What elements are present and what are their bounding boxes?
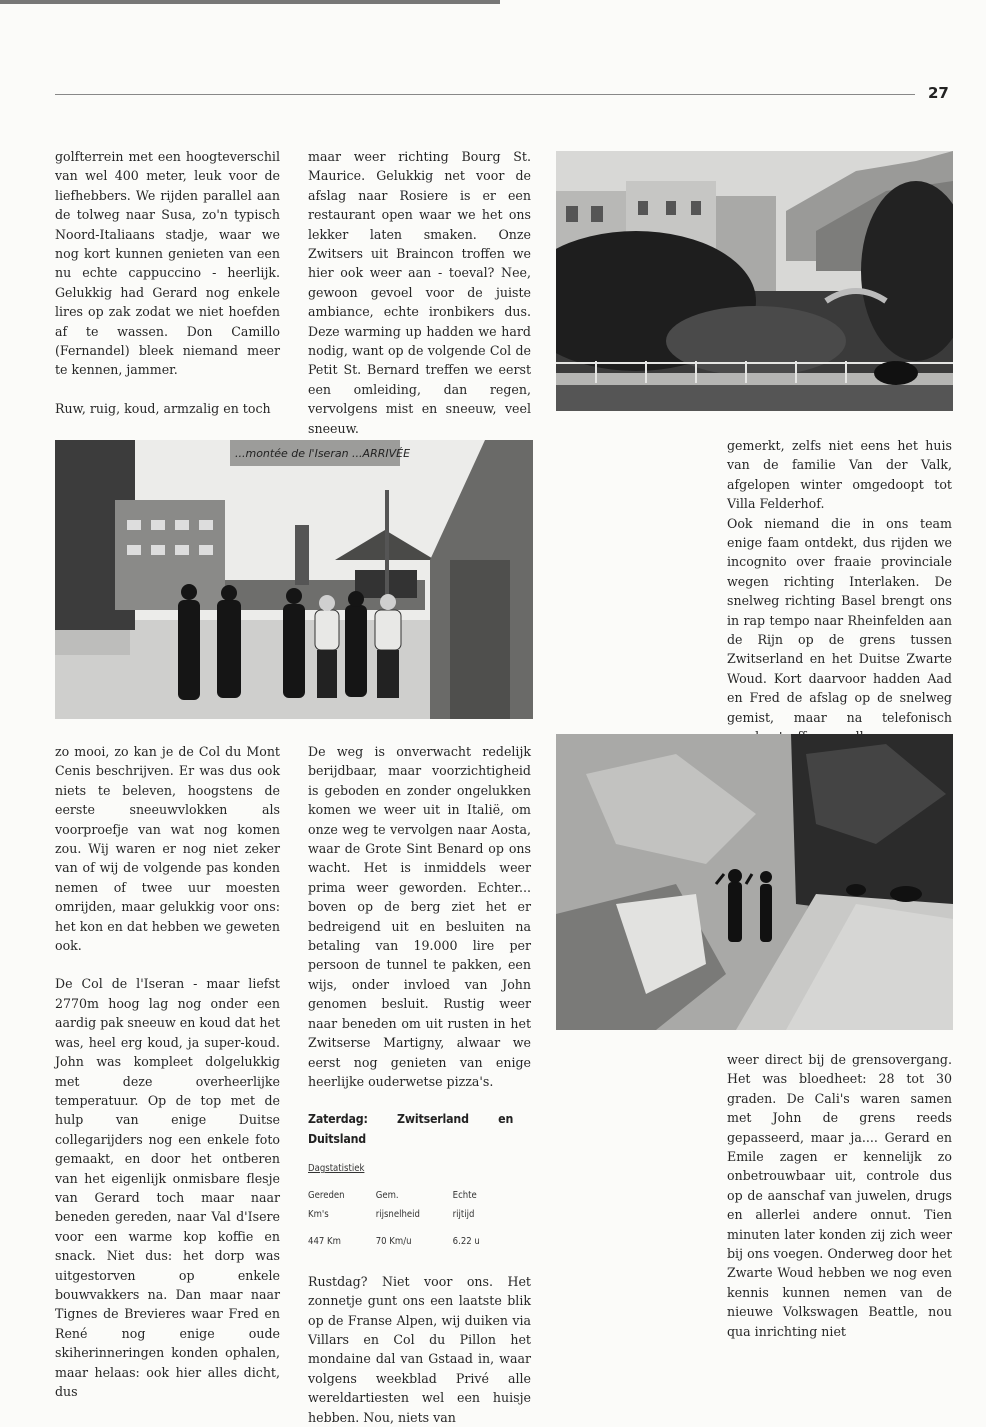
section-heading: Zaterdag: Zwitserland en Duitsland: [308, 1112, 514, 1146]
paragraph: De Col de l'Iseran - maar liefst 2770m hoog lag nog onder een aardig pak sneeuw en koud dat het was, heel erg koud, ja super-koud. John was kompleet dolgelukkig met deze overheerlijke temperatuur. Op de top met de hulp van enige Duitse collegarijders nog een enkele foto gemaakt, en door het ontberen van het eigenlijk onmisbare flesje van Gerard toch maar naar beneden gereden, naar Val d'Isere voor een warme kop koffie en snack. Niet dus: het dorp was uitgestorven op enkele bouwvakkers na. Dan maar naar Tignes de Brevieres waar Fred en René nog enige oude skiherinneringen konden ophalen, maar helaas: ook hier alles dicht, dus: [55, 976, 280, 1399]
column-top-left: [55, 147, 280, 418]
day-stats-table: [308, 1184, 509, 1258]
photo-village-bridge-image: [556, 151, 953, 411]
stats-header: Echte rijtijd: [452, 1189, 477, 1220]
day-stats-header-row: [308, 1184, 509, 1231]
column-right-upper: [727, 436, 952, 747]
column-top-middle: [308, 147, 531, 438]
photo-mountain-road: [556, 734, 953, 1030]
paragraph: gemerkt, zelfs niet eens het huis van de familie Van der Valk, afgelopen winter omgedoopt tot Villa Felderhof.: [727, 438, 952, 512]
photo-group-iseran: [55, 440, 533, 719]
scan-edge: [0, 0, 500, 4]
paragraph: weer direct bij de grensovergang. Het was bloedheet: 28 tot 30 graden. De Cali's waren samen met John de grens reeds gepasseerd, maar ja.... Gerard en Emile zagen er kennelijk zo onbetrouwbaar uit, controle dus op de aanschaf van juwelen, drugs en allerlei andere onnut. Tien minuten later konden zij zich weer bij ons voegen. Onderweg door het Zwarte Woud hebben we nog even kennis kunnen nemen van de nieuwe Volkswagen Beattle, nou qua inrichting niet: [727, 1052, 952, 1339]
paragraph: golfterrein met een hoogteverschil van wel 400 meter, leuk voor de liefhebbers. We rijden parallel aan de tolweg naar Susa, zo'n typisch Noord-Italiaans stadje, waar we nog kort kunnen genieten van een nu echte cappuccino - heerlijk. Gelukkig had Gerard nog enkele lires op zak zodat we niet hoefden af te wassen. Don Camillo (Fernandel) bleek niemand meer te kennen, jammer.: [55, 149, 280, 378]
photo-village-bridge: [556, 151, 953, 411]
paragraph: De weg is onverwacht redelijk berijdbaar, maar voorzichtigheid is geboden en zonder ongelukken komen we weer uit in Italië, om onze weg te vervolgen naar Aosta, waar de Grote Sint Benard op ons wacht. Het is inmiddels weer prima weer geworden. Echter... boven op de berg ziet het er bedreigend uit en besluiten na betaling van 19.000 lire per persoon de tunnel te pakken, een wijs, onder invloed van John genomen besluit. Rustig weer naar beneden om uit rusten in het Zwitserse Martigny, alwaar we eerst nog genieten van enige heerlijke ouderwetse pizza's.: [308, 744, 531, 1089]
stats-header: Gereden Km's: [308, 1189, 345, 1220]
stats-header: Gem. rijsnelheid: [375, 1189, 420, 1220]
column-bottom-left: [55, 742, 280, 1401]
day-stats-title: Dagstatistiek: [308, 1163, 365, 1175]
paragraph: maar weer richting Bourg St. Maurice. Gelukkig net voor de afslag naar Rosiere is er een restaurant open waar we het ons lekker laten smaken. Onze Zwitsers uit Braincon troffen we hier ook weer aan - toeval? Nee, gewoon gevoel voor de juiste ambiance, echte ironbikers dus. Deze warming up hadden we hard nodig, want op de volgende Col de Petit St. Bernard treffen we eerst een omleiding, dan regen, vervolgens mist en sneeuw, veel sneeuw.: [308, 149, 531, 436]
column-bottom-middle: [308, 742, 531, 1427]
header-rule: [55, 94, 915, 95]
photo-group-iseran-image: [55, 440, 533, 719]
paragraph: Rustdag? Niet voor ons. Het zonnetje gunt ons een laatste blik op de Franse Alpen, wij duiken via Villars en Col du Pillon het mondaine dal van Gstaad in, waar volgens weekblad Privé alle wereldartiesten wel een huisje hebben. Nou, niets van: [308, 1273, 531, 1425]
page-number: 27: [928, 84, 949, 102]
paragraph: zo mooi, zo kan je de Col du Mont Cenis beschrijven. Er was dus ook niets te beleven, hoogstens de eerste sneeuwvlokken als voorproefje van wat nog komen zou. Wij waren er nog niet zeker van of wij de volgende pas konden nemen of twee uur moesten omrijden, maar gelukkig voor ons: het kon en dat hebben we geweten ook.: [55, 744, 280, 954]
column-right-lower: [727, 1050, 952, 1341]
paragraph: Ook niemand die in ons team enige faam ontdekt, dus rijden we incognito over fraaie provinciale wegen richting Interlaken. De snelweg richting Basel brengt ons in rap tempo naar Rheinfelden aan de Rijn op de grens tussen Zwitserland en het Duitse Zwarte Woud. Kort daarvoor hadden Aad en Fred de afslag op de snelweg gemist, maar na telefonisch: [727, 515, 952, 725]
day-stats-value-row: [308, 1230, 509, 1257]
photo-mountain-road-image: [556, 734, 953, 1030]
stats-value: 70 Km/u: [375, 1236, 412, 1248]
stats-value: 447 Km: [308, 1236, 341, 1248]
photo-sign-text: ...montée de l'Iseran ...ARRIVÉE: [235, 447, 411, 460]
stats-value: 6.22 u: [452, 1236, 480, 1248]
day-stats: [308, 1159, 509, 1258]
paragraph: Ruw, ruig, koud, armzalig en toch: [55, 400, 271, 416]
